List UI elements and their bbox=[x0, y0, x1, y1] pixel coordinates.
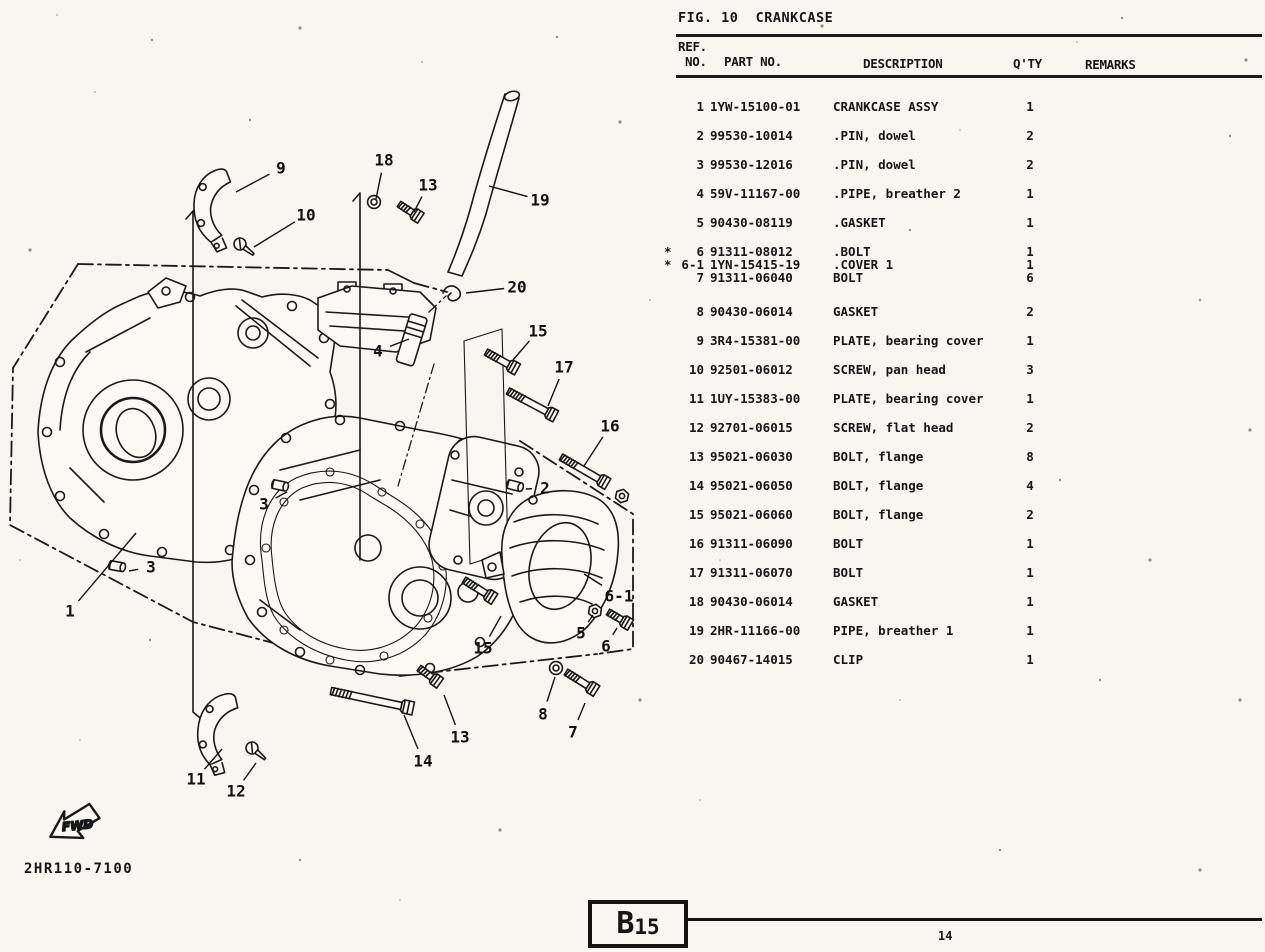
ref-no: 8 bbox=[696, 304, 704, 319]
table-row bbox=[662, 653, 1262, 682]
part-no: 99530-12016 bbox=[710, 157, 793, 172]
callout-leader bbox=[444, 695, 455, 725]
fwd-arrow-icon bbox=[45, 803, 103, 845]
noise-dot bbox=[28, 248, 31, 251]
part-no: 92701-06015 bbox=[710, 420, 793, 435]
ref-no: 7 bbox=[696, 270, 704, 285]
footer-rule bbox=[688, 918, 1262, 921]
table-row bbox=[662, 158, 1262, 187]
callout-number: 14 bbox=[413, 751, 433, 771]
noise-dot bbox=[299, 859, 301, 861]
callout-number: 15 bbox=[528, 321, 548, 341]
qty: 1 bbox=[1026, 536, 1034, 551]
noise-dot bbox=[151, 39, 153, 41]
ref-no: 9 bbox=[696, 333, 704, 348]
bolt-16 bbox=[558, 452, 611, 490]
noise-dot bbox=[399, 899, 401, 901]
callout-number: 2 bbox=[540, 478, 550, 498]
noise-dot bbox=[249, 119, 251, 121]
ref-no: 15 bbox=[688, 507, 704, 522]
qty: 1 bbox=[1026, 594, 1034, 609]
callout-leader bbox=[244, 763, 256, 780]
part-no: 1UY-15383-00 bbox=[710, 391, 801, 406]
header-part-no: PART NO. bbox=[724, 54, 782, 69]
callout-leader bbox=[613, 628, 617, 635]
clip-20 bbox=[443, 286, 460, 301]
noise-dot bbox=[899, 699, 901, 701]
description: CRANKCASE ASSY bbox=[833, 99, 939, 114]
bearing-cover-plate-11 bbox=[187, 688, 243, 777]
callout-number: 6-1 bbox=[604, 586, 634, 606]
part-no: 90467-14015 bbox=[710, 652, 793, 667]
table-row bbox=[662, 595, 1262, 624]
table-row bbox=[662, 421, 1262, 450]
part-no: 95021-06050 bbox=[710, 478, 793, 493]
table-row bbox=[662, 271, 1262, 284]
callout-number: 13 bbox=[450, 727, 470, 747]
section-code-number: 15 bbox=[634, 915, 660, 939]
description: BOLT, flange bbox=[833, 478, 924, 493]
qty: 1 bbox=[1026, 333, 1034, 348]
ref-no: 6-1 bbox=[681, 257, 704, 272]
part-no: 90430-06014 bbox=[710, 304, 793, 319]
gasket-18 bbox=[368, 196, 381, 209]
header-description: DESCRIPTION bbox=[863, 56, 943, 71]
callout-number: 18 bbox=[374, 150, 394, 170]
qty: 2 bbox=[1026, 507, 1034, 522]
ref-no: 3 bbox=[696, 157, 704, 172]
noise-dot bbox=[1076, 41, 1078, 43]
table-row bbox=[662, 624, 1262, 653]
ref-no: 20 bbox=[688, 652, 704, 667]
qty: 2 bbox=[1026, 304, 1034, 319]
noise-dot bbox=[149, 639, 151, 641]
qty: 6 bbox=[1026, 270, 1034, 285]
header-remarks: REMARKS bbox=[1085, 57, 1136, 72]
gasket-8 bbox=[550, 662, 563, 675]
qty: 2 bbox=[1026, 128, 1034, 143]
header-qty: Q'TY bbox=[1013, 56, 1042, 71]
qty: 1 bbox=[1026, 215, 1034, 230]
description: BOLT, flange bbox=[833, 507, 924, 522]
qty: 1 bbox=[1026, 652, 1034, 667]
description: .BOLT bbox=[833, 244, 871, 259]
flange-bolt-14 bbox=[330, 685, 415, 715]
part-no: 91311-08012 bbox=[710, 244, 793, 259]
part-no: 91311-06070 bbox=[710, 565, 793, 580]
header-ref-line2: NO. bbox=[685, 54, 707, 69]
qty: 1 bbox=[1026, 244, 1034, 259]
ref-no: 16 bbox=[688, 536, 704, 551]
callout-number: 13 bbox=[418, 175, 438, 195]
noise-dot bbox=[618, 120, 621, 123]
callout-leader bbox=[489, 186, 528, 197]
description: BOLT, flange bbox=[833, 449, 924, 464]
description: BOLT bbox=[833, 565, 864, 580]
noise-dot bbox=[421, 61, 423, 63]
figure-title: FIG. 10 CRANKCASE bbox=[678, 10, 834, 26]
description: .PIN, dowel bbox=[833, 157, 916, 172]
description: GASKET bbox=[833, 594, 879, 609]
qty: 4 bbox=[1026, 478, 1034, 493]
callout-number: 10 bbox=[296, 205, 316, 225]
noise-dot bbox=[1121, 17, 1123, 19]
table-top-rule bbox=[676, 34, 1262, 37]
callout-number: 19 bbox=[530, 190, 550, 210]
table-row bbox=[662, 450, 1262, 479]
ref-no: 4 bbox=[696, 186, 704, 201]
ref-no: 12 bbox=[688, 420, 704, 435]
qty: 3 bbox=[1026, 362, 1034, 377]
noise-dot bbox=[1198, 868, 1201, 871]
callout-leader bbox=[404, 715, 418, 749]
part-no: 95021-06030 bbox=[710, 449, 793, 464]
flange-bolt-13-top bbox=[396, 199, 424, 223]
description: .GASKET bbox=[833, 215, 886, 230]
callout-leader bbox=[578, 703, 585, 720]
description: SCREW, flat head bbox=[833, 420, 954, 435]
description: GASKET bbox=[833, 304, 879, 319]
noise-dot bbox=[699, 799, 701, 801]
part-no: 92501-06012 bbox=[710, 362, 793, 377]
table-row bbox=[662, 392, 1262, 421]
bolt-6 bbox=[605, 607, 634, 630]
description: .PIN, dowel bbox=[833, 128, 916, 143]
part-no: 2HR-11166-00 bbox=[710, 623, 801, 638]
description: .PIPE, breather 2 bbox=[833, 186, 961, 201]
row-asterisk: * bbox=[664, 257, 672, 272]
noise-dot bbox=[649, 299, 651, 301]
description: CLIP bbox=[833, 652, 864, 667]
noise-dot bbox=[1238, 698, 1241, 701]
callout-number: 9 bbox=[276, 158, 286, 178]
table-header-rule bbox=[676, 75, 1262, 78]
table-row bbox=[662, 305, 1262, 334]
description: SCREW, pan head bbox=[833, 362, 946, 377]
breather-pipe-1 bbox=[448, 90, 520, 276]
part-no: 91311-06090 bbox=[710, 536, 793, 551]
qty: 2 bbox=[1026, 157, 1034, 172]
table-row bbox=[662, 566, 1262, 595]
noise-dot bbox=[999, 849, 1001, 851]
ref-no: 13 bbox=[688, 449, 704, 464]
noise-dot bbox=[298, 26, 301, 29]
ref-no: 2 bbox=[696, 128, 704, 143]
description: PLATE, bearing cover bbox=[833, 333, 984, 348]
description: .COVER 1 bbox=[833, 257, 894, 272]
bearing-cover-plate-9 bbox=[189, 167, 235, 253]
callout-number: 12 bbox=[226, 781, 246, 801]
qty: 1 bbox=[1026, 565, 1034, 580]
qty: 1 bbox=[1026, 391, 1034, 406]
callout-number: 1 bbox=[65, 601, 75, 621]
table-row bbox=[662, 479, 1262, 508]
callout-number: 20 bbox=[507, 277, 527, 297]
callout-leader bbox=[547, 677, 555, 702]
part-no: 90430-08119 bbox=[710, 215, 793, 230]
parts-table-rows bbox=[662, 100, 1262, 682]
part-no: 90430-06014 bbox=[710, 594, 793, 609]
part-no: 99530-10014 bbox=[710, 128, 793, 143]
bolt-7 bbox=[563, 667, 600, 697]
part-no: 95021-06060 bbox=[710, 507, 793, 522]
noise-dot bbox=[556, 36, 558, 38]
table-row bbox=[662, 216, 1262, 245]
nut-16 bbox=[615, 488, 630, 504]
flange-bolt-15-mid bbox=[483, 347, 520, 375]
fwd-label: FWD bbox=[61, 816, 94, 835]
description: BOLT bbox=[833, 536, 864, 551]
part-no: 59V-11167-00 bbox=[710, 186, 801, 201]
section-code-box bbox=[588, 900, 688, 948]
part-no: 1YW-15100-01 bbox=[710, 99, 801, 114]
description: BOLT bbox=[833, 270, 864, 285]
ref-no: 18 bbox=[688, 594, 704, 609]
callout-number: 16 bbox=[600, 416, 620, 436]
description: PIPE, breather 1 bbox=[833, 623, 954, 638]
header-ref-line1: REF. bbox=[678, 39, 707, 54]
ref-no: 11 bbox=[688, 391, 704, 406]
description: PLATE, bearing cover bbox=[833, 391, 984, 406]
callout-number: 7 bbox=[568, 722, 578, 742]
qty: 8 bbox=[1026, 449, 1034, 464]
qty: 1 bbox=[1026, 99, 1034, 114]
part-no: 3R4-15381-00 bbox=[710, 333, 801, 348]
ref-no: 14 bbox=[688, 478, 704, 493]
callout-leader bbox=[513, 341, 530, 360]
noise-dot bbox=[638, 698, 641, 701]
table-row bbox=[662, 537, 1262, 566]
table-row bbox=[662, 129, 1262, 158]
callout-number: 3 bbox=[146, 557, 156, 577]
table-row bbox=[662, 363, 1262, 392]
page-number: 14 bbox=[938, 929, 953, 943]
qty: 1 bbox=[1026, 257, 1034, 272]
ref-no: 5 bbox=[696, 215, 704, 230]
callout-leader bbox=[129, 569, 138, 571]
ref-no: 1 bbox=[696, 99, 704, 114]
callout-leader bbox=[584, 437, 603, 466]
section-code-letter: B bbox=[616, 906, 635, 941]
noise-dot bbox=[79, 739, 81, 741]
drawing-code: 2HR110-7100 bbox=[24, 861, 134, 877]
callout-leader bbox=[466, 289, 504, 294]
noise-dot bbox=[94, 91, 96, 93]
callout-number: 15 bbox=[473, 638, 493, 658]
qty: 1 bbox=[1026, 623, 1034, 638]
boundary-dash-top bbox=[78, 264, 388, 270]
part-no: 1YN-15415-19 bbox=[710, 257, 801, 272]
row-asterisk: * bbox=[664, 244, 672, 259]
bolt-17 bbox=[505, 386, 559, 422]
pan-head-screw-10 bbox=[232, 236, 258, 260]
qty: 1 bbox=[1026, 186, 1034, 201]
noise-dot bbox=[56, 14, 58, 16]
table-row bbox=[662, 508, 1262, 537]
noise-dot bbox=[19, 559, 21, 561]
callout-number: 8 bbox=[538, 704, 548, 724]
callout-number: 5 bbox=[576, 623, 586, 643]
noise-dot bbox=[498, 828, 501, 831]
table-row bbox=[662, 334, 1262, 363]
qty: 2 bbox=[1026, 420, 1034, 435]
ref-no: 10 bbox=[688, 362, 704, 377]
flat-head-screw-12 bbox=[244, 740, 269, 764]
table-row bbox=[662, 100, 1262, 129]
callout-number: 17 bbox=[554, 357, 574, 377]
ref-no: 19 bbox=[688, 623, 704, 638]
part-no: 91311-06040 bbox=[710, 270, 793, 285]
table-row bbox=[662, 187, 1262, 216]
callout-leader bbox=[376, 173, 381, 199]
callout-number: 11 bbox=[186, 769, 206, 789]
ref-no: 6 bbox=[696, 244, 704, 259]
callout-number: 3 bbox=[259, 494, 269, 514]
callout-number: 4 bbox=[373, 341, 383, 361]
callout-leader bbox=[548, 379, 559, 406]
callout-number: 6 bbox=[601, 636, 611, 656]
callout-leader bbox=[254, 222, 295, 247]
callout-leader bbox=[236, 174, 270, 192]
ref-no: 17 bbox=[688, 565, 704, 580]
noise-dot bbox=[1244, 58, 1247, 61]
